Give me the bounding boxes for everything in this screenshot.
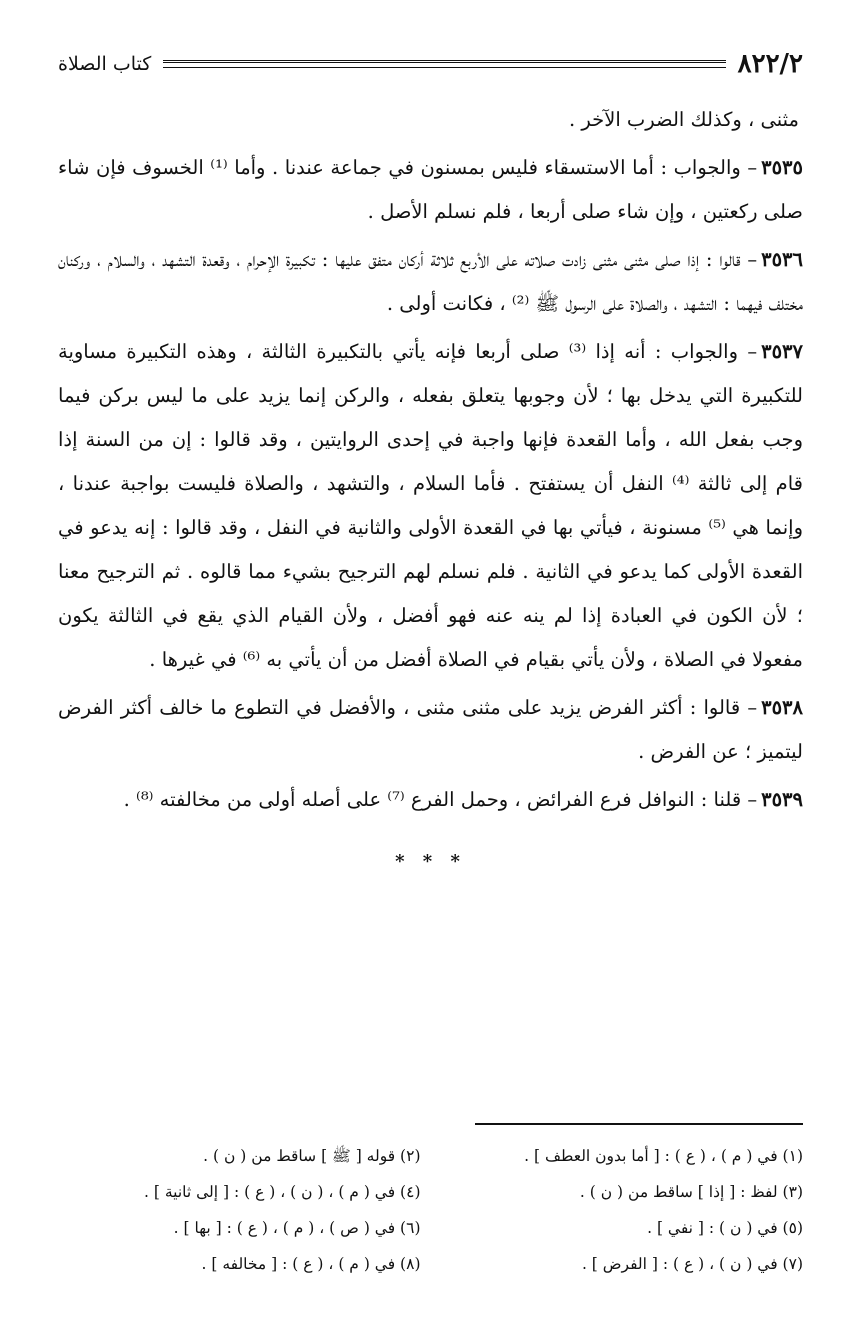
paragraph-text: – قالوا : إذا صلى مثنى مثنى زادت صلاته على الأربع ثلاثة أركان متفق عليها : تكبيرة الإحرام ، وقعدة التشهد ، والسلام ، وركنان مختلف فيهما : التشهد ، والصلاة على الرسول ﷺ ⁽²⁾ ، فكانت أولى . (58, 248, 803, 315)
paragraph (58, 146, 803, 234)
footnote: (٣) لفظ : [ إذا ] ساقط من ( ن ) . (579, 1183, 803, 1201)
paragraph-text: – والجواب : أنه إذا ⁽³⁾ صلى أربعا فإنه يأتي بالتكبيرة الثالثة ، وهذه التكبيرة مساوية للتكبيرة التي يدخل بها ؛ لأن وجوبها يتعلق بفعله ، والركن إنما يزيد على ما ليس بركن فيما وجب بفعل الله ، وأما القعدة فإنها واجبة في إحدى الروايتين ، وقد قالوا : إن من السنة إذا قام إلى ثالثة ⁽⁴⁾ النفل أن يستفتح . فأما السلام ، والتشهد ، والصلاة فليست بواجبة عندنا ، وإنما هي ⁽⁵⁾ مسنونة ، فيأتي بها في القعدة الأولى والثانية في النفل ، وقد قالوا : إنه يدعو في القعدة الأولى كما يدعو في الثانية . فلم نسلم لهم الترجيح بشيء مما قالوه . ثم الترجيح معنا ؛ لأن الكون في العبادة إذا لم ينه عنه فهو أفضل ، ولأن القيام الذي يقع في الثالثة يكون مفعولا في الصلاة ، ولأن يأتي بقيام في الصلاة أفضل من أن يأتي به ⁽⁶⁾ في غيرها . (58, 340, 803, 671)
page-header (58, 44, 803, 84)
paragraph (58, 238, 803, 326)
paragraph-number: ٣٥٣٥ (761, 156, 803, 179)
footnote-rule (475, 1123, 803, 1125)
paragraph (58, 330, 803, 682)
footnote: (٤) في ( م ) ، ( ن ) ، ( ع ) : [ إلى ثانية ] . (144, 1183, 421, 1201)
section-separator: * * * (395, 851, 466, 872)
paragraph-text: – والجواب : أما الاستسقاء فليس بمسنون في جماعة عندنا . وأما ⁽¹⁾ الخسوف فإن شاء صلى ركعتين ، وإن شاء صلى أربعا ، فلم نسلم الأصل . (58, 156, 803, 223)
paragraph-number: ٣٥٣٦ (761, 248, 803, 271)
paragraph-number: ٣٥٣٨ (761, 696, 803, 719)
footnotes (58, 1138, 803, 1282)
paragraph (58, 98, 803, 142)
footnote: (١) في ( م ) ، ( ع ) : [ أما بدون العطف ] . (524, 1147, 803, 1165)
paragraph (58, 778, 803, 822)
footnote: (٢) قوله [ ﷺ ] ساقط من ( ن ) . (203, 1147, 421, 1165)
main-text (58, 98, 803, 884)
footnote: (٥) في ( ن ) : [ نفي ] . (647, 1219, 803, 1237)
paragraph-text: – قالوا : أكثر الفرض يزيد على مثنى مثنى ، والأفضل في التطوع ما خالف أكثر الفرض ليتميز ؛ عن الفرض . (58, 696, 803, 763)
paragraph-number: ٣٥٣٩ (761, 788, 803, 811)
book-title: كتاب الصلاة (58, 53, 152, 75)
paragraph-number: ٣٥٣٧ (761, 340, 803, 363)
paragraph-text: مثنى ، وكذلك الضرب الآخر . (568, 108, 799, 131)
footnote: (٧) في ( ن ) ، ( ع ) : [ الفرض ] . (581, 1255, 803, 1273)
paragraph (58, 686, 803, 774)
footnote: (٦) في ( ص ) ، ( م ) ، ( ع ) : [ بها ] . (173, 1219, 421, 1237)
footnote: (٨) في ( م ) ، ( ع ) : [ مخالفه ] . (201, 1255, 421, 1273)
paragraph-text: – قلنا : النوافل فرع الفرائض ، وحمل الفرع ⁽⁷⁾ على أصله أولى من مخالفته ⁽⁸⁾ . (123, 788, 758, 811)
page-number: ٨٢٢/٢ (737, 49, 803, 79)
header-rule (163, 60, 725, 68)
